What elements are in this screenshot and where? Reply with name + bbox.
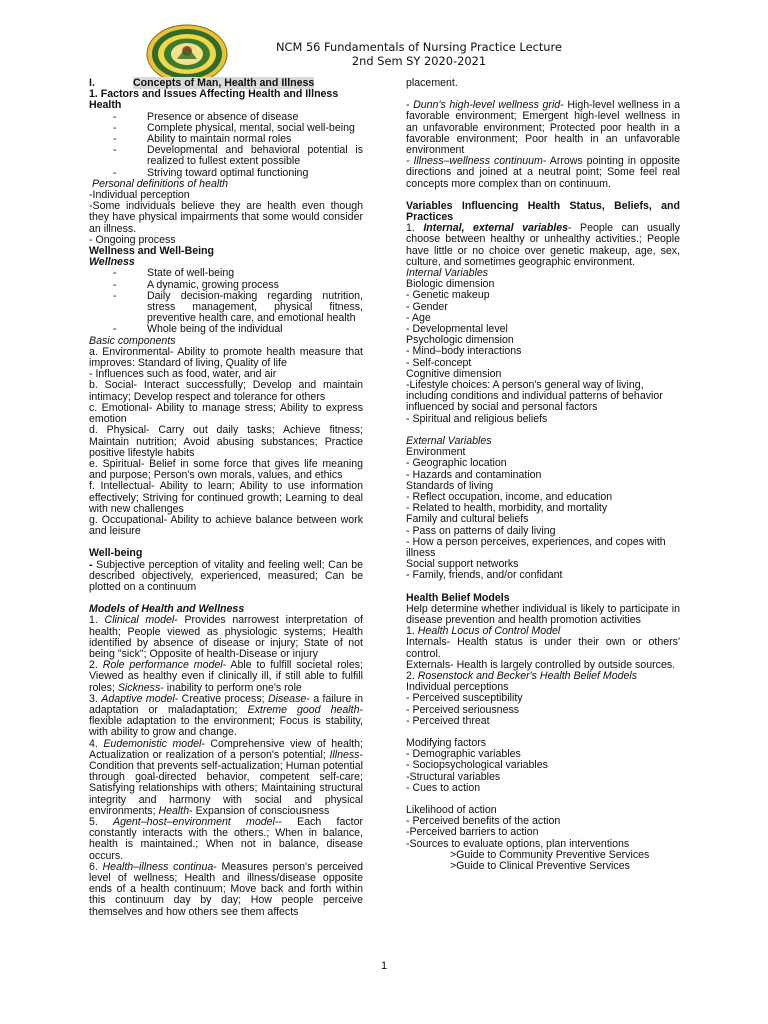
list-item: Family and cultural beliefs	[406, 513, 529, 526]
list-item: Environment	[406, 446, 466, 459]
list-item: - Spiritual and religious beliefs	[406, 412, 548, 425]
page-number: 1	[380, 960, 388, 972]
list-item: Individual perceptions	[406, 681, 509, 694]
external-variables-heading: External Variables	[406, 434, 492, 447]
paragraph: Externals- Health is largely controlled by outside sources.	[406, 658, 676, 671]
paragraph: - Subjective perception of vitality and feeling well; Can be described objectively, experienced, measured; Can be plotted on a continuum	[89, 558, 363, 593]
paragraph: placement.	[406, 77, 458, 89]
right-column	[406, 78, 680, 872]
internal-variables-heading: Internal Variables	[406, 267, 489, 280]
paragraph: 1. Internal, external variables- People can usually choose between healthy or unhealthy activities.; People have little or no choice over genetic makeup, age, sex, culture, and sometimes geographic environment.	[406, 222, 681, 268]
list-item: - Complete physical, mental, social well-being	[89, 123, 363, 134]
model-item: 6. Health–illness continua- Measures person's perceived level of wellness; Health and illness/disease opposite ends of a health continuum; Move back and forth within this continuum day by day; How people perceive themselves and how others see them affects	[89, 860, 363, 918]
section-heading: I. Concepts of Man, Health and Illness	[89, 77, 315, 89]
model-item: - Illness–wellness continuum- Arrows pointing in opposite directions and joined at a neutral point; Some feel real concepts more complex than on continuum.	[406, 155, 680, 190]
basic-components-heading: Basic components	[89, 334, 176, 347]
paragraph: Internals- Health status is under their own or others' control.	[406, 636, 680, 660]
list-item: Likelihood of action	[406, 803, 497, 816]
model-item: 4. Eudemonistic model- Comprehensive view of health; Actualization or realization of a person's potential; Illness- Condition that prevents self-actualization; Human potential through goal-directed behavior, competent self-care; Satisfying relationships with others; Maintaining structural integrity and harmony with social and physical environments; Health- Expansion of consciousness	[89, 737, 363, 817]
list-item: - Whole being of the individual	[89, 324, 363, 335]
semester-line: 2nd Sem SY 2020-2021	[351, 54, 487, 68]
model-item: 3. Adaptive model- Creative process; Disease- a failure in adaptation or maladaptation; Extreme good health- flexible adaptation to the environment; Focus is stability, with ability to grow and change.	[89, 692, 364, 739]
list-item: - State of well-being	[89, 268, 363, 279]
personal-definitions-heading: Personal definitions of health	[92, 177, 229, 190]
wellness-heading: Wellness and Well-Being	[89, 245, 214, 258]
health-heading: Health	[89, 99, 122, 112]
list-item: - Developmental and behavioral potential is realized to fullest extent possible	[89, 145, 363, 167]
list-item: - Age	[406, 311, 431, 324]
paragraph: c. Emotional- Ability to manage stress; Ability to express emotion	[89, 401, 363, 426]
list-item: - Family, friends, and/or confidant	[406, 569, 563, 582]
paragraph: Help determine whether individual is likely to participate in disease prevention and health promotion activities	[406, 602, 680, 626]
list-item: - Pass on patterns of daily living	[406, 524, 556, 537]
list-item: - Striving toward optimal functioning	[89, 168, 363, 179]
list-item: - Perceived seriousness	[406, 703, 520, 716]
paragraph: d. Physical- Carry out daily tasks; Achieve fitness; Maintain nutrition; Avoid abusing substances; Practice positive lifestyle habits	[89, 424, 363, 459]
paragraph: - Influences such as food, water, and air	[89, 368, 277, 381]
variables-heading: Variables Influencing Health Status, Beliefs, and Practices	[406, 199, 680, 224]
list-item: -Sources to evaluate options, plan interventions	[406, 837, 630, 850]
list-item: Biologic dimension	[406, 278, 495, 291]
list-item: Psychologic dimension	[406, 334, 514, 347]
health-belief-models-heading: Health Belief Models	[406, 591, 510, 604]
list-item: - Perceived threat	[406, 714, 490, 727]
wellness-list	[89, 268, 363, 335]
model-item: 2. Rosenstock and Becker's Health Belief Models	[406, 669, 638, 682]
list-item: - Presence or absence of disease	[89, 112, 363, 123]
paragraph: b. Social- Interact successfully; Develop and maintain intimacy; Develop respect and tolerance for others	[89, 379, 363, 403]
model-item: - Dunn's high-level wellness grid- High-level wellness in a favorable environment; Emergent high-level wellness in an unfavorable environment; Protected poor health in a favorable environment; Poor health in an unfavorable environment	[406, 99, 680, 157]
model-item: 2. Role performance model- Able to fulfill societal roles; Viewed as healthy even if clinically ill, if still able to fulfill roles; Sickness- inability to perform one's role	[89, 659, 363, 694]
paragraph: e. Spiritual- Belief in some force that gives life meaning and purpose; Person's own morals, values, and ethics	[89, 457, 363, 482]
left-column	[89, 78, 363, 918]
wellbeing-heading: Well-being	[89, 547, 143, 560]
list-item: >Guide to Community Preventive Services	[450, 848, 650, 861]
list-item: - Geographic location	[406, 457, 507, 470]
list-item: - Cues to action	[406, 781, 481, 794]
list-item: Modifying factors	[406, 736, 487, 749]
paragraph: - Ongoing process	[89, 233, 176, 246]
list-item: - Reflect occupation, income, and education	[406, 490, 613, 503]
document-title: NCM 56 Fundamentals of Nursing Practice Lecture	[276, 40, 562, 54]
section-title: Concepts of Man, Health and Illness	[133, 77, 315, 89]
list-item: - Sociopsychological variables	[406, 759, 548, 772]
model-item: 1. Health Locus of Control Model	[406, 625, 561, 638]
paragraph: a. Environmental- Ability to promote health measure that improves: Standard of living, Quality of life	[89, 345, 363, 370]
list-item: - Perceived benefits of the action	[406, 815, 561, 828]
subsection-heading: 1. Factors and Issues Affecting Health and Illness	[89, 88, 339, 101]
list-item: - Daily decision-making regarding nutrition, stress management, physical fitness, preventive health care, and emotional health	[89, 291, 363, 325]
list-item: - Hazards and contamination	[406, 468, 542, 481]
list-item: -Structural variables	[406, 770, 501, 783]
paragraph: f. Intellectual- Ability to learn; Ability to use information effectively; Striving for continued growth; Learning to deal with new challenges	[89, 480, 363, 515]
list-item: Cognitive dimension	[406, 367, 502, 380]
list-item: - Perceived susceptibility	[406, 692, 523, 705]
list-item: Social support networks	[406, 558, 519, 571]
list-item: -Perceived barriers to action	[406, 826, 539, 839]
list-item: - Genetic makeup	[406, 289, 490, 302]
list-item: - Developmental level	[406, 323, 508, 336]
paragraph: g. Occupational- Ability to achieve balance between work and leisure	[89, 513, 363, 538]
model-item: 1. Clinical model- Provides narrowest interpretation of health; People viewed as physiologic systems; Health identified by absence of disease or injury; State of not being "sick"; Opposite of health-Disease or injury	[89, 614, 363, 660]
list-item: - Related to health, morbidity, and mortality	[406, 502, 608, 515]
list-item: Standards of living	[406, 479, 494, 492]
list-item: >Guide to Clinical Preventive Services	[450, 860, 630, 872]
list-item: - Demographic variables	[406, 748, 521, 761]
health-list	[89, 112, 363, 179]
paragraph: -Some individuals believe they are health even though they have physical impairments that some would consider an illness.	[89, 200, 363, 235]
paragraph: -Individual perception	[89, 189, 190, 202]
model-item: 5. Agent–host–environment model-- Each factor constantly interacts with the others.; When in balance, health is maintained.; When not in balance, disease occurs.	[89, 816, 363, 862]
wellness-subheading: Wellness	[89, 256, 135, 269]
list-item: - Ability to maintain normal roles	[89, 134, 363, 145]
list-item: -Lifestyle choices: A person's general way of living, including conditions and individual patterns of behavior influenced by social and personal factors	[406, 379, 663, 414]
list-item: - A dynamic, growing process	[89, 280, 363, 291]
list-item: - Self-concept	[406, 356, 472, 369]
models-heading: Models of Health and Wellness	[89, 603, 245, 616]
list-item: - Mind–body interactions	[406, 345, 522, 358]
list-item: - How a person perceives, experiences, and copes with illness	[406, 535, 666, 559]
list-item: - Gender	[406, 300, 448, 313]
